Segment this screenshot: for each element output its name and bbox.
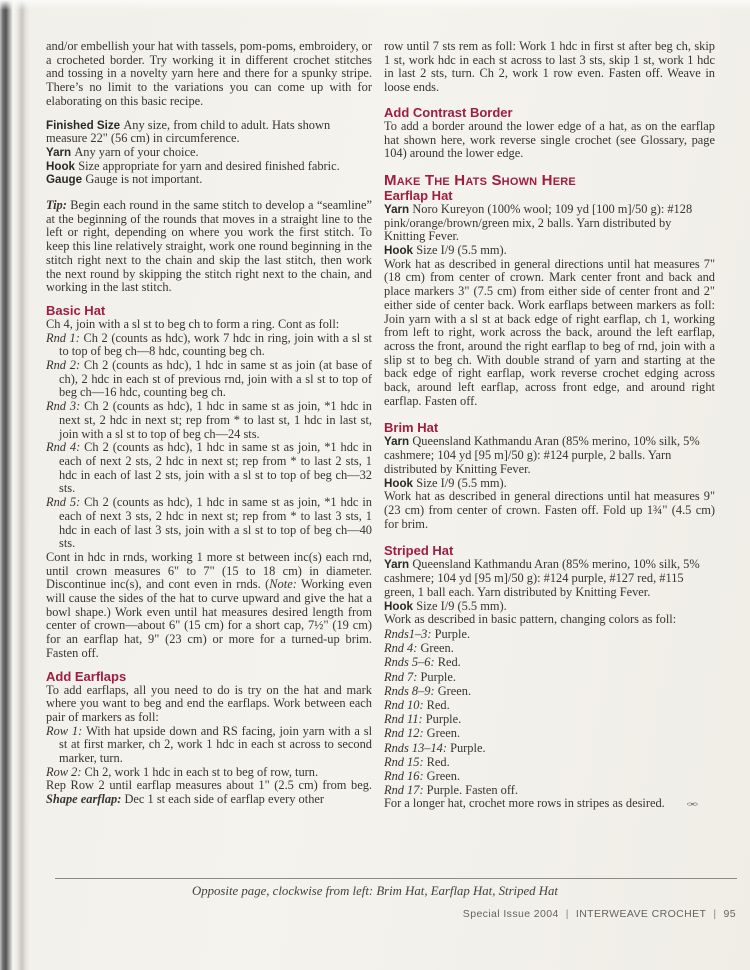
footer-divider xyxy=(55,878,737,879)
stripe-round-line: Rnd 15: Red. xyxy=(384,754,450,769)
hook-spec-line: Hook Size appropriate for yarn and desired finished fabric. xyxy=(46,158,340,173)
folio-line xyxy=(463,908,736,922)
rnd-3-paragraph: Rnd 3: Ch 2 (counts as hdc), 1 hdc in same st as join, *1 hdc in next st, 2 hdc in next st; rep from * to last st, 1 hdc in last st, join with a sl st to top of beg ch—24 sts. xyxy=(46,399,372,441)
basic-hat-start-paragraph: Ch 4, join with a sl st to beg ch to form a ring. Cont as foll: xyxy=(46,316,340,331)
separator: | xyxy=(713,908,717,920)
closing-line xyxy=(384,797,715,811)
stripe-round-line: Rnd 11: Purple. xyxy=(384,712,462,727)
stripe-round-line: Rnds 5–6: Red. xyxy=(384,655,461,670)
stripe-round-line: Rnds 13–14: Purple. xyxy=(384,740,486,755)
intro-continued-paragraph: and/or embellish your hat with tassels, pom-poms, embroidery, or a crocheted border. Try working it in different crochet stitches and tossing in a novelty yarn here and there for a spunky stripe. There’s no limit to the variations you can come up with for elaborating on this basic recipe. xyxy=(46,39,372,108)
earflap-hat-instructions: Work hat as described in general directions until hat measures 7" (18 cm) from center of crown. Mark center front and back and place markers 3" (7.5 cm) from either side of center front and 2" either side of center back. Work earflaps between markers as foll: Join yarn with a sl st at back edge of right earflap, ch 1, working from left to right, work across the back, around the left earflap, across the front, around the right earflap to beg of rnd, join with a slip st to beg ch. With double strand of yarn and starting at the back edge of right earflap, work reverse crochet edging across back, around left earflap, across front edge, and around right earflap. Fasten off. xyxy=(384,256,715,408)
striped-hat-yarn: Yarn Queensland Kathmandu Aran (85% merino, 10% silk, 5% cashmere; 104 yd [95 m]/50 g): #124 purple, #127 red, #115 green, 1 ball each. Yarn distributed by Knitting Fever. xyxy=(384,557,700,599)
make-hats-heading: Make The Hats Shown Here xyxy=(384,171,576,189)
stripe-round-line: Rnd 10: Red. xyxy=(384,697,450,712)
page-top-edge-highlight xyxy=(0,0,750,10)
rnd-4-paragraph: Rnd 4: Ch 2 (counts as hdc), 1 hdc in same st as join, *1 hdc in each of next 2 sts, 2 hdc in next st; rep from * to last 2 sts, 1 hdc in each of last 2 sts, join with a sl st to top of beg ch—32 sts. xyxy=(46,440,372,496)
contrast-border-paragraph: To add a border around the lower edge of a hat, as on the earflap hat shown here, work reverse single crochet (see Glossary, page 104) around the lower edge. xyxy=(384,118,715,161)
stripe-round-line: Rnd 7: Purple. xyxy=(384,669,456,684)
striped-hat-heading: Striped Hat xyxy=(384,543,454,559)
stripe-round-line: Rnds 8–9: Green. xyxy=(384,683,472,698)
photo-caption: Opposite page, clockwise from left: Brim Hat, Earflap Hat, Striped Hat xyxy=(192,884,558,898)
right-column xyxy=(384,40,715,811)
brim-hat-instructions: Work hat as described in general directions until hat measures 9" (23 cm) from center of crown. Fasten off. Fold up 1¾" (4.5 cm) for brim. xyxy=(384,489,715,531)
brim-hat-yarn: Yarn Queensland Kathmandu Aran (85% merino, 10% silk, 5% cashmere; 104 yd [95 m]/50 g): #124 purple, 2 balls. Yarn distributed by Knitting Fever. xyxy=(384,434,700,476)
earflaps-intro-paragraph: To add earflaps, all you need to do is try on the hat and mark where you want to beg and end the earflaps. Work between each pair of markers as foll: xyxy=(46,682,372,724)
yarn-spec-line: Yarn Any yarn of your choice. xyxy=(46,144,199,159)
magazine-name: INTERWEAVE CROCHET xyxy=(575,908,707,920)
tip-paragraph: Tip: Begin each round in the same stitch to develop a “seamline” at the beginning of the rounds that moves in a straight line to the left or right, depending on where you work the first stitch. To keep this line relatively straight, work one round beginning in the stitch right next to the chain and skip the last stitch, then work the next round by skipping the stitch right next to the chain, and working in the last stitch. xyxy=(46,198,372,295)
gauge-spec-line: Gauge Gauge is not important. xyxy=(46,172,203,187)
left-column xyxy=(46,40,372,807)
stripe-round-line: Rnd 17: Purple. Fasten off. xyxy=(384,783,518,798)
stripe-round-line: Rnds1–3: Purple. xyxy=(384,626,471,641)
issue-label: Special Issue 2004 xyxy=(462,908,559,920)
end-of-article-ornament-icon: ∞ xyxy=(686,799,699,809)
earflap-continued-paragraph: row until 7 sts rem as foll: Work 1 hdc in first st after beg ch, skip 1 st, work hdc in each st across to last 3 sts, skip 1 st, work 1 hdc in last 2 sts, turn. Ch 2, work 1 row even. Fasten off. Weave in loose ends. xyxy=(384,39,715,95)
row-1-paragraph: Row 1: With hat upside down and RS facing, join yarn with a sl st at first marker, ch 2, work 1 hdc in each st across to second marker, turn. xyxy=(46,723,373,766)
striped-hat-instructions: Work as described in basic pattern, changing colors as foll: xyxy=(384,612,677,627)
rnd-5-paragraph: Rnd 5: Ch 2 (counts as hdc), 1 hdc in same st as join, *1 hdc in each of next 3 sts, 2 hdc in next st; rep from * to last 3 sts, 1 hdc in each of last 3 sts, join with a sl st to top of beg ch—40 sts. xyxy=(46,495,372,551)
shape-earflap-paragraph: Rep Row 2 until earflap measures about 1" (2.5 cm) from beg. Shape earflap: Dec 1 st each side of earflap every other xyxy=(46,778,372,807)
rnd-2-paragraph: Rnd 2: Ch 2 (counts as hdc), 1 hdc in same st as join (at base of ch), 2 hdc in each st of previous rnd, join with a sl st to top of beg ch—16 hdc, counting beg ch. xyxy=(46,358,372,400)
add-earflaps-heading: Add Earflaps xyxy=(46,668,127,684)
page-number: 95 xyxy=(723,908,736,920)
earflap-hat-hook: Hook Size I/9 (5.5 mm). xyxy=(384,243,507,258)
brim-hat-heading: Brim Hat xyxy=(384,420,439,436)
stripe-round-line: Rnd 12: Green. xyxy=(384,726,461,741)
earflap-hat-yarn: Yarn Noro Kureyon (100% wool; 109 yd [100 m]/50 g): #128 pink/orange/brown/green mix, 2 balls. Yarn distributed by Knitting Fever. xyxy=(384,201,693,244)
stripe-rounds-list xyxy=(384,627,715,797)
stripe-round-line: Rnd 16: Green. xyxy=(384,768,461,783)
striped-hat-hook: Hook Size I/9 (5.5 mm). xyxy=(384,598,507,613)
brim-hat-hook: Hook Size I/9 (5.5 mm). xyxy=(384,475,507,490)
stripe-round-line: Rnd 4: Green. xyxy=(384,641,454,656)
row-2-paragraph: Row 2: Ch 2, work 1 hdc in each st to beg of row, turn. xyxy=(46,764,319,779)
finished-size-line: Finished Size Any size, from child to adult. Hats shown measure 22" (56 cm) in circumference. xyxy=(46,117,331,146)
closing-text: For a longer hat, crochet more rows in stripes as desired. xyxy=(384,796,665,811)
earflap-hat-heading: Earflap Hat xyxy=(384,187,453,203)
page-left-edge-shadow xyxy=(0,0,30,970)
rnd-1-paragraph: Rnd 1: Ch 2 (counts as hdc), work 7 hdc in ring, join with a sl st to top of beg ch—8 hdc, counting beg ch. xyxy=(46,330,372,359)
basic-hat-heading: Basic Hat xyxy=(46,302,106,318)
crown-continue-paragraph: Cont in hdc in rnds, working 1 more st between inc(s) each rnd, until crown measures 6" to 7" (15 to 18 cm) in diameter. Discontinue inc(s), and cont even in rnds. (Note: Working even will cause the sides of the hat to curve upward and give the hat a bowl shape.) Work even until hat measures desired length from center of crown—about 6" (15 cm) for a short cap, 7½" (19 cm) for an earflap hat, 9" (23 cm) or more for a turned-up brim. Fasten off. xyxy=(46,549,372,660)
separator: | xyxy=(565,908,569,920)
add-contrast-border-heading: Add Contrast Border xyxy=(384,104,513,120)
